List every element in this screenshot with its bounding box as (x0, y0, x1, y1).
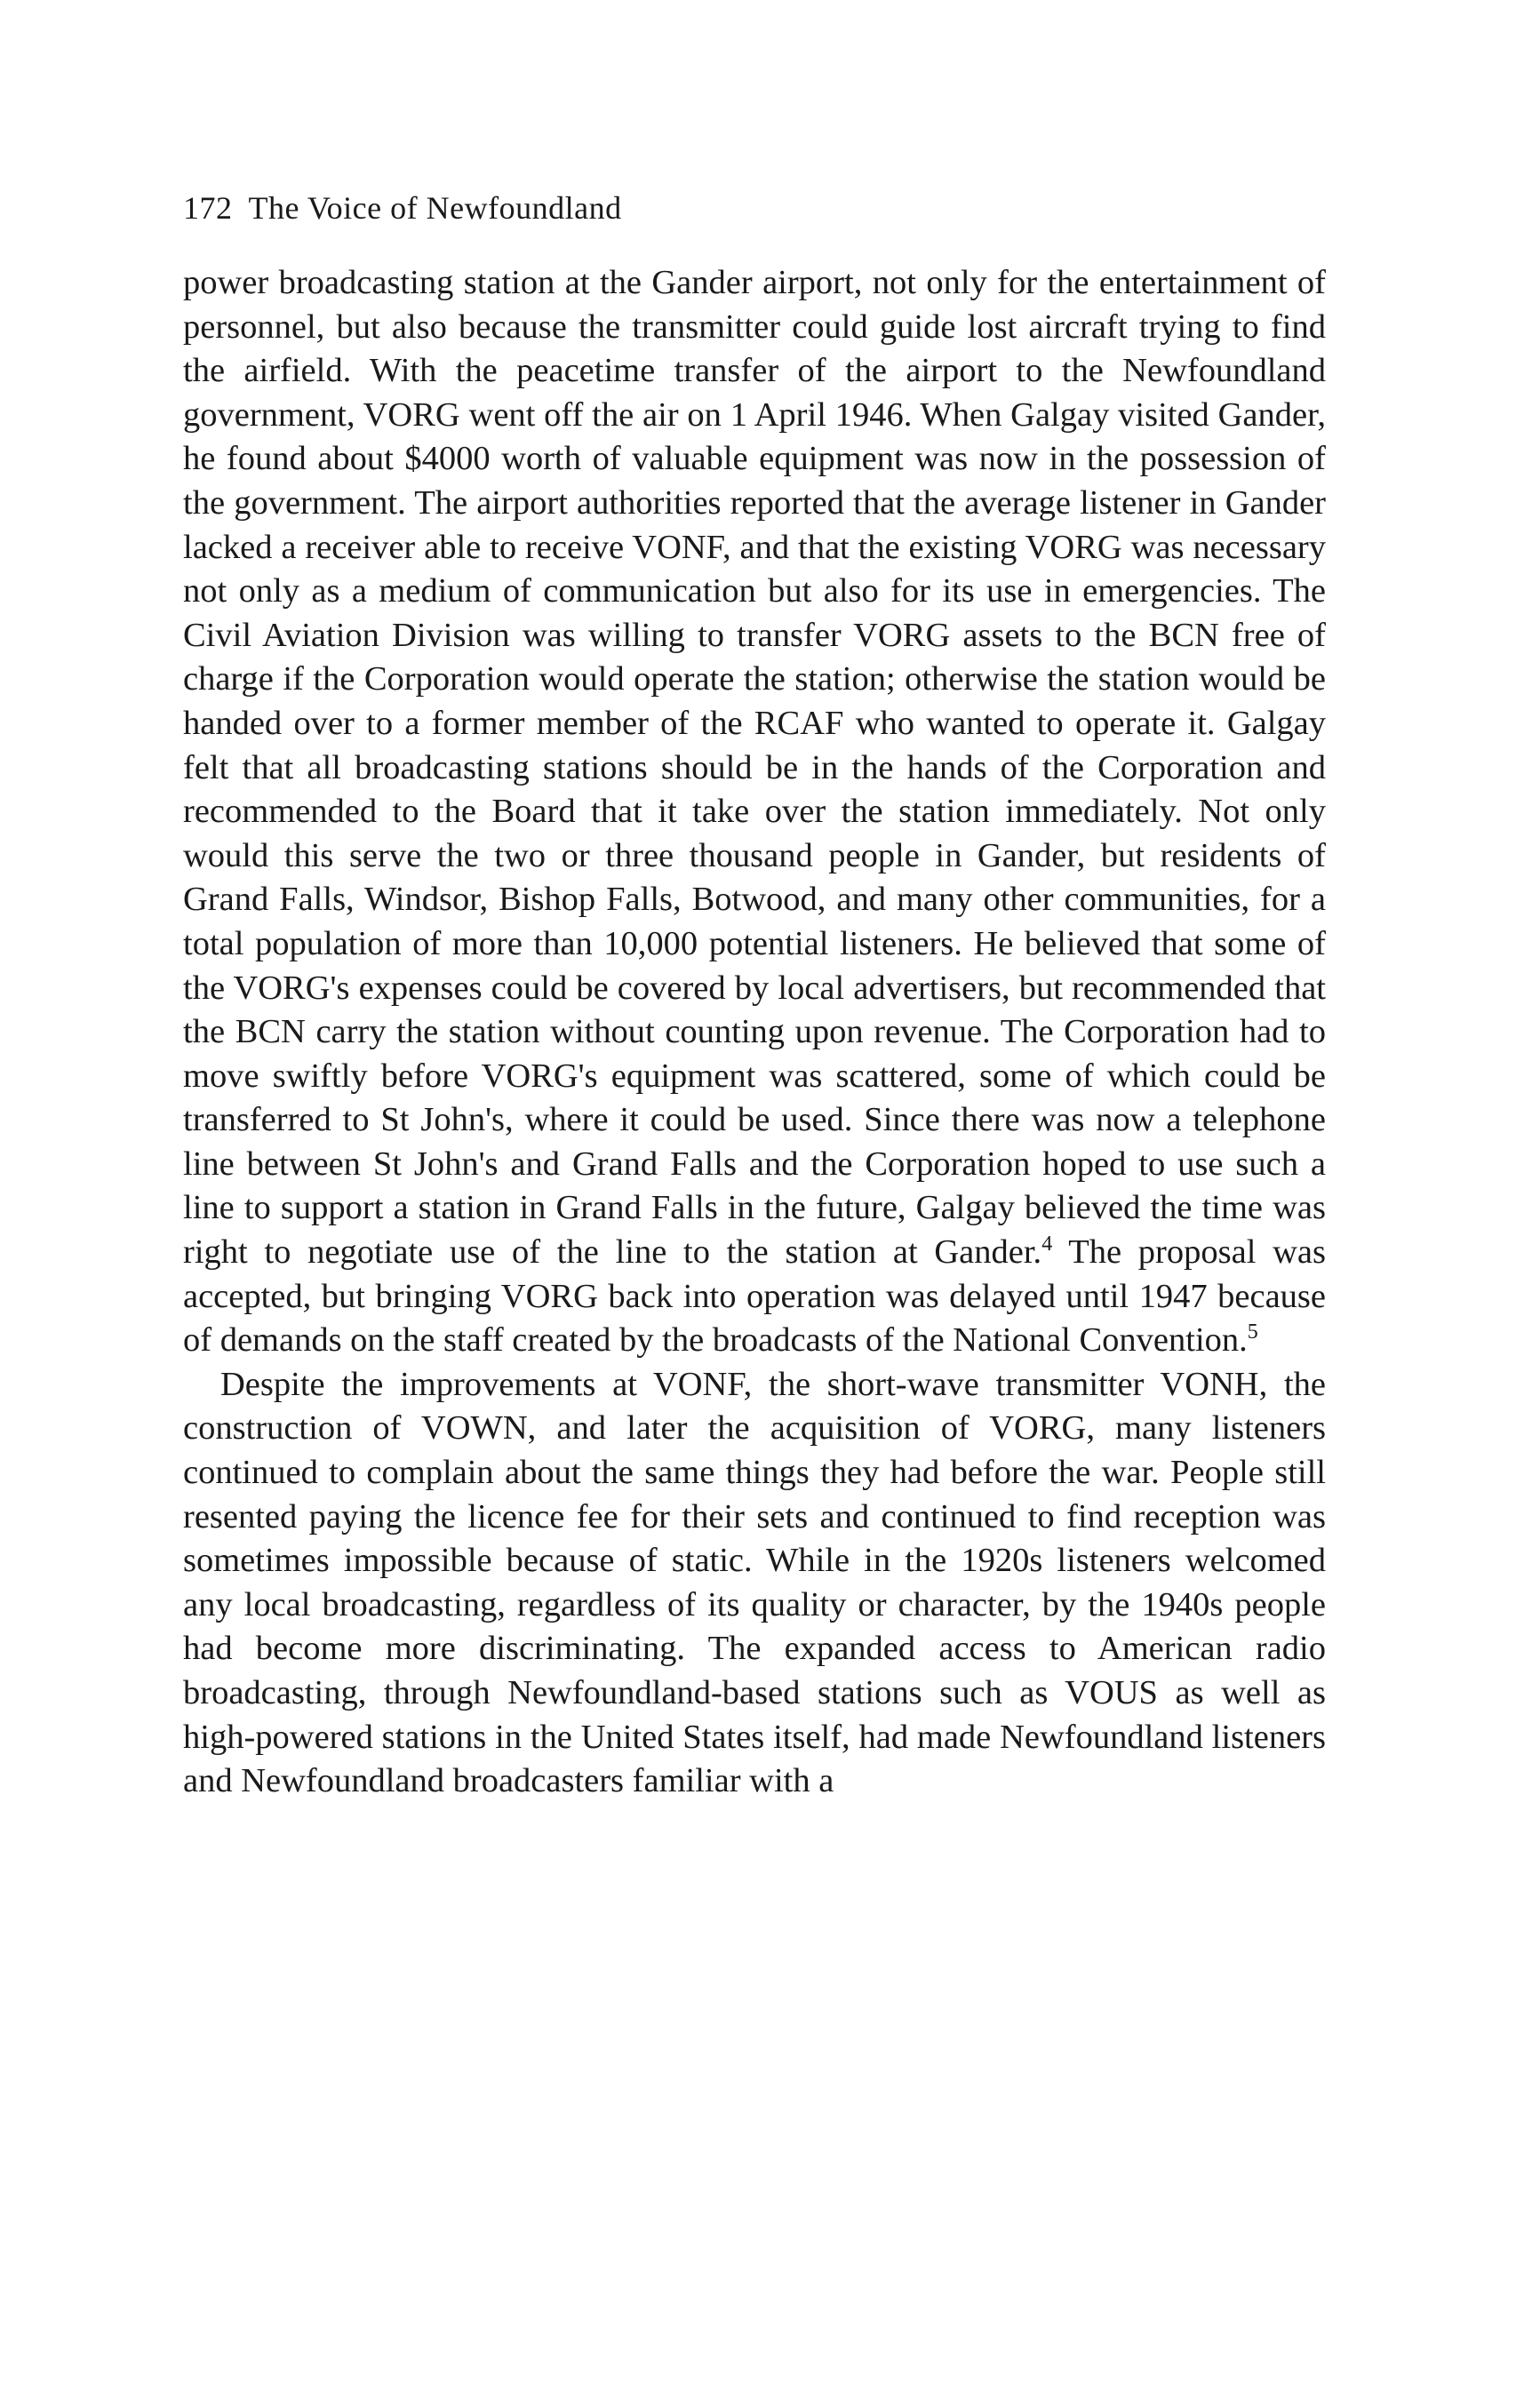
footnote-marker-4: 4 (1041, 1232, 1053, 1256)
book-page (183, 188, 1326, 1804)
paragraph-1-text-b: The proposal was accepted, but bringing VORG back into operation was delayed until 1947 because of demands on the staff created by the broadcasts of the National Convention. (183, 1233, 1326, 1360)
body-text (183, 261, 1326, 1804)
paragraph-1-text-a: power broadcasting station at the Gander airport, not only for the entertainment of personnel, but also because the transmitter could guide lost aircraft trying to find the airfield. With the peacetime transfer of the airport to the Newfoundland government, VORG went off the air on 1 April 1946. When Galgay visited Gander, he found about $4000 worth of valuable equipment was now in the possession of the government. The airport authorities reported that the average listener in Gander lacked a receiver able to receive VONF, and that the existing VORG was necessary not only as a medium of communication but also for its use in emergencies. The Civil Aviation Division was willing to transfer VORG assets to the BCN free of charge if the Corporation would operate the station; otherwise the station would be handed over to a former member of the RCAF who wanted to operate it. Galgay felt that all broadcasting stations should be in the hands of the Corporation and recommended to the Board that it take over the station immediately. Not only would this serve the two or three thousand people in Gander, but residents of Grand Falls, Windsor, Bishop Falls, Botwood, and many other communities, for a total population of more than 10,000 potential listeners. He believed that some of the VORG's expenses could be covered by local advertisers, but recommended that the BCN carry the station without counting upon revenue. The Corporation had to move swiftly before VORG's equipment was scattered, some of which could be transferred to St John's, where it could be used. Since there was now a telephone line between St John's and Grand Falls and the Corporation hoped to use such a line to support a station in Grand Falls in the future, Galgay believed the time was right to negotiate use of the line to the station at Gander. (183, 264, 1326, 1272)
footnote-marker-5: 5 (1247, 1320, 1258, 1344)
page-number: 172 (183, 190, 233, 226)
paragraph-2: Despite the improvements at VONF, the short-wave transmitter VONH, the construction of VOWN, and later the acquisition of VORG, many listeners continued to complain about the same things they had before the war. People still resented paying the licence fee for their sets and continued to find reception was sometimes impossible because of static. While in the 1920s listeners welcomed any local broadcasting, regardless of its quality or character, by the 1940s people had become more discriminating. The expanded access to American radio broadcasting, through Newfoundland-based stations such as VOUS as well as high-powered stations in the United States itself, had made Newfoundland listeners and Newfoundland broadcasters familiar with a (183, 1365, 1326, 1800)
book-title: The Voice of Newfoundland (248, 190, 622, 226)
running-head (183, 188, 1326, 227)
paragraph-1 (183, 261, 1326, 1363)
